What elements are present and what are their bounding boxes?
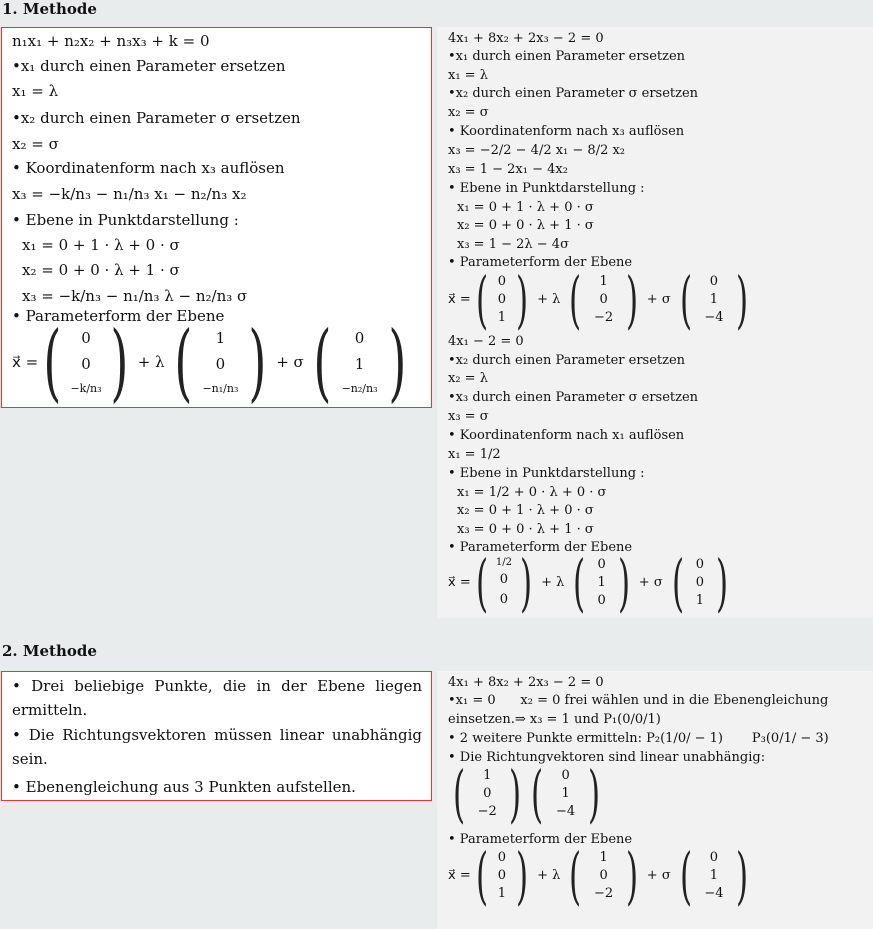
ex2-x2-lambda: x₂ = λ [448, 371, 488, 386]
ex2-step-solve: • Koordinatenform nach x₁ auflösen [448, 428, 685, 443]
ex1-param-form: x⃗ = ( 0 0 1 ) + λ ( 1 0 −2 ) + σ ( 0 1 −4 ) [448, 262, 749, 336]
m2-equation: 4x₁ + 8x₂ + 2x₃ − 2 = 0 [448, 675, 604, 690]
method2-left-box [1, 671, 432, 801]
eq-x3-solved: x₃ = −k/n₃ − n₁/n₃ x₁ − n₂/n₃ x₂ [12, 185, 247, 203]
method1-heading: 1. Methode [2, 0, 97, 18]
ex2-step-x2: •x₂ durch einen Parameter ersetzen [448, 353, 686, 368]
ex1-x3-fraction: x₃ = −2/2 − 4/2 x₁ − 8/2 x₂ [448, 143, 626, 158]
step-param-form: • Parameterform der Ebene [12, 307, 225, 325]
ex2-step-param: • Parameterform der Ebene [448, 540, 633, 555]
step-x1-param: •x₁ durch einen Parameter ersetzen [12, 57, 286, 75]
ex1-point-x1: x₁ = 0 + 1 · λ + 0 · σ [457, 200, 594, 215]
m2-step-independent: • Die Richtungsvektoren müssen linear unabhängig sein. [12, 726, 422, 768]
method2-example-panel [437, 671, 873, 929]
eq-point-x3: x₃ = −k/n₃ − n₁/n₃ λ − n₂/n₃ σ [22, 287, 248, 305]
plus-lambda: + λ [137, 353, 165, 371]
ex1-x3-simplified: x₃ = 1 − 2x₁ − 4x₂ [448, 162, 568, 177]
ex2-equation: 4x₁ − 2 = 0 [448, 334, 524, 349]
ex2-x1-value: x₁ = 1/2 [448, 447, 501, 462]
m2-choose-values: •x₁ = 0 x₂ = 0 frei wählen und in die Ebenengleichung [448, 693, 829, 708]
ex2-point-x3: x₃ = 0 + 0 · λ + 1 · σ [457, 522, 594, 537]
m2-step-param: • Parameterform der Ebene [448, 832, 633, 847]
m2-point-p1: einsetzen.⇒ x₃ = 1 und P₁(0/0/1) [448, 712, 661, 727]
vec-label: x⃗ = [12, 353, 39, 371]
ex1-x2-sigma: x₂ = σ [448, 105, 489, 120]
m2-points-p2-p3: • 2 weitere Punkte ermitteln: P₂(1/0/ − 1) P₃(0/1/ − 3) [448, 731, 829, 746]
eq-x1-lambda: x₁ = λ [12, 82, 59, 100]
eq-x2-sigma: x₂ = σ [12, 135, 59, 153]
step-point-form: • Ebene in Punktdarstellung : [12, 211, 239, 229]
m2-param-form: x⃗ = ( 0 0 1 ) + λ ( 1 0 −2 ) + σ ( 0 1 −4 ) [448, 838, 749, 912]
method1-left-box [1, 27, 432, 411]
plus-sigma: + σ [276, 353, 304, 371]
vector-support: 0 0 −k/n₃ [70, 329, 102, 395]
ex1-point-x3: x₃ = 1 − 2λ − 4σ [457, 237, 569, 252]
ex1-step-solve: • Koordinatenform nach x₃ auflösen [448, 124, 685, 139]
ex2-point-x1: x₁ = 1/2 + 0 · λ + 0 · σ [457, 485, 607, 500]
ex1-step-point: • Ebene in Punktdarstellung : [448, 181, 645, 196]
ex2-x3-sigma: x₃ = σ [448, 409, 489, 424]
ex2-step-x3: •x₃ durch einen Parameter σ ersetzen [448, 390, 699, 405]
step-solve-x3: • Koordinatenform nach x₃ auflösen [12, 159, 285, 177]
method1-example-panel [437, 27, 873, 618]
m2-step-points: • Drei beliebige Punkte, die in der Ebene liegen ermitteln. [12, 677, 422, 719]
m2-directions-note: • Die Richtungvektoren sind linear unabhängig: [448, 750, 766, 765]
m2-step-equation: • Ebenengleichung aus 3 Punkten aufstellen. [12, 778, 356, 796]
ex1-equation: 4x₁ + 8x₂ + 2x₃ − 2 = 0 [448, 31, 604, 46]
ex2-point-x2: x₂ = 0 + 1 · λ + 0 · σ [457, 503, 594, 518]
method2-heading: 2. Methode [2, 642, 97, 660]
step-x2-param: •x₂ durch einen Parameter σ ersetzen [12, 109, 301, 127]
ex2-step-point: • Ebene in Punktdarstellung : [448, 466, 645, 481]
ex1-step-x1: •x₁ durch einen Parameter ersetzen [448, 49, 686, 64]
eq-general: n₁x₁ + n₂x₂ + n₃x₃ + k = 0 [12, 32, 210, 50]
ex1-point-x2: x₂ = 0 + 0 · λ + 1 · σ [457, 218, 594, 233]
ex2-param-form: x⃗ = ( 1/2 0 0 ) + λ ( 0 1 0 ) + σ ( 0 0 1 ) [448, 545, 729, 619]
eq-point-x1: x₁ = 0 + 1 · λ + 0 · σ [22, 236, 180, 254]
vector-direction-1: 1 0 −n₁/n₃ [202, 329, 239, 395]
m2-direction-vectors: ( 1 0 −2 ) ( 0 1 −4 ) [453, 756, 600, 830]
ex1-step-param: • Parameterform der Ebene [448, 255, 633, 270]
param-form-general: x⃗ = ( 0 0 −k/n₃ ) + λ ( 1 0 −n₁/n₃ ) + σ ( 0 1 −n₂/n₃ ) [12, 313, 406, 411]
vector-direction-2: 0 1 −n₂/n₃ [341, 329, 378, 395]
ex1-step-x2: •x₂ durch einen Parameter σ ersetzen [448, 86, 699, 101]
eq-point-x2: x₂ = 0 + 0 · λ + 1 · σ [22, 261, 180, 279]
ex1-x1-lambda: x₁ = λ [448, 68, 488, 83]
